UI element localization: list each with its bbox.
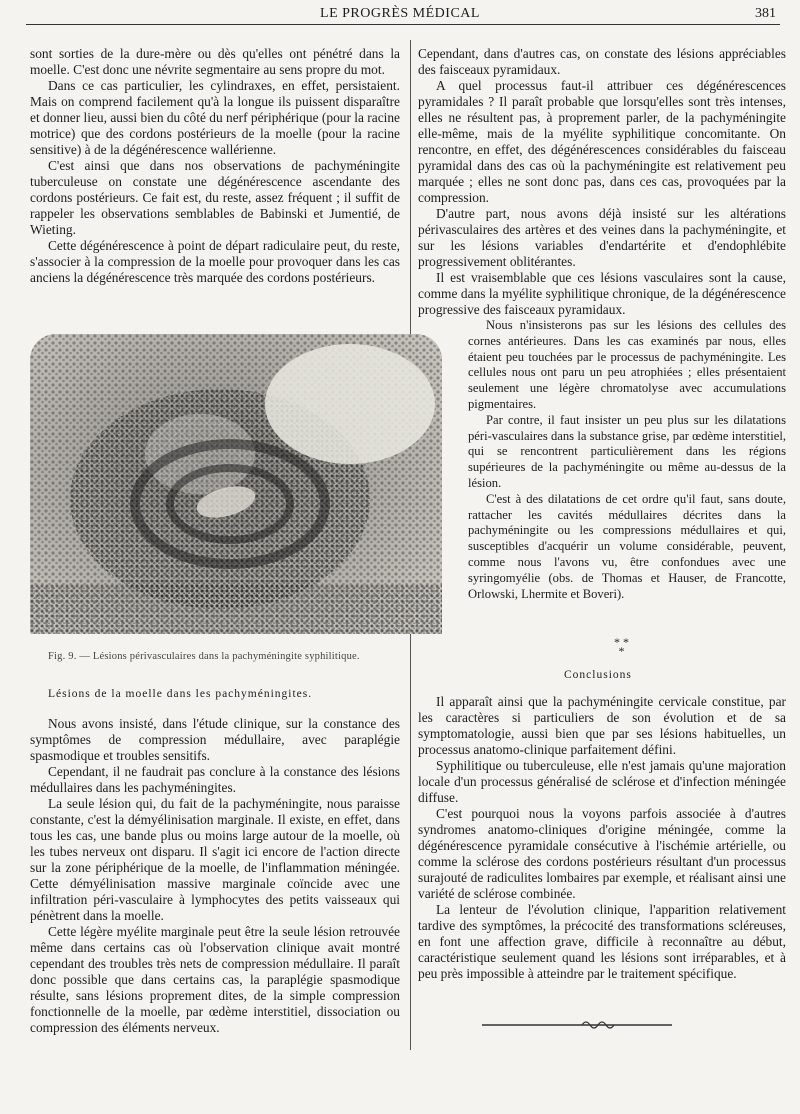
header-rule	[26, 24, 780, 25]
section-separator-stars	[614, 635, 629, 658]
right-column-bottom	[418, 694, 786, 982]
end-ornament	[482, 1016, 672, 1037]
paragraph: C'est ainsi que dans nos observations de pachyméningite tuberculeuse on constate une dégénérescence ascendante des cordons postérieurs. Ce fait est, du reste, assez fréquent ; il suffit de rappeler les observations semblables de Babinski et Jumentié, de Wieting.	[30, 158, 400, 237]
micrograph-figure	[30, 334, 442, 634]
paragraph: Cette dégénérescence à point de départ radiculaire peut, du reste, s'associer à la compression de la moelle pour provoquer dans les cas anciens la dégénérescence très marquée des cordons postérieurs.	[30, 238, 400, 285]
end-ornament-line	[482, 1016, 672, 1032]
paragraph: D'autre part, nous avons déjà insisté sur les altérations périvasculaires des artères et des veines dans la pachyméningite, et sur les lésions variables d'endartérite et d'endophlébite progressivement oblitérantes.	[418, 206, 786, 269]
left-column-top	[30, 46, 400, 286]
paragraph: Nous avons insisté, dans l'étude clinique, sur la constance des symptômes de compression médullaire, avec paraplégie spasmodique et troubles sensitifs.	[30, 716, 400, 763]
paragraph: Nous n'insisterons pas sur les lésions des cellules des cornes antérieures. Dans les cas examinés par nous, elles étaient peu touchées par le processus de pachyméningite. Les cellules nous ont paru un peu atrophiées ; elles présentaient seulement une légère chromatolyse avec accumulations pigmentaires.	[468, 318, 786, 411]
paragraph: A quel processus faut-il attribuer ces dégénérescences pyramidales ? Il paraît probable que lorsqu'elles sont très intenses, elles ne résultent pas, à proprement parler, de la pachyméningite elle-même, mais de la myélite syphilitique concomitante. On rencontre, en effet, des dégénérescences considérables du faisceau pyramidal dans des cas où la pachyméningite est relativement peu marquée ; elles ne sont donc pas, dans ces cas, provoquées par la compression.	[418, 78, 786, 205]
right-column-middle	[468, 318, 786, 602]
section-heading: Lésions de la moelle dans les pachyméningites.	[48, 688, 313, 700]
left-column-bottom	[30, 716, 400, 1036]
paragraph: La lenteur de l'évolution clinique, l'apparition relativement tardive des symptômes, la précocité des transformations scléreuses, en font une affection grave, difficile à reconnaître au début, caractéristique seulement quand les lésions sont irréparables, et à peu près impossible à atteindre par le traitement spécifique.	[418, 902, 786, 981]
paragraph: Cependant, dans d'autres cas, on constate des lésions appréciables des faisceaux pyramidaux.	[418, 46, 786, 77]
paragraph: Dans ce cas particulier, les cylindraxes, en effet, persistaient. Mais on comprend facilement qu'à la longue ils puissent disparaître et donner lieu, aussi bien du côté du nerf périphérique (pour la racine motrice) que des cordons postérieurs de la moelle (pour la racine sensitive) à de la dégénérescence wallérienne.	[30, 78, 400, 157]
paragraph: Il est vraisemblable que ces lésions vasculaires sont la cause, comme dans la myélite syphilitique chronique, de la dégénérescence progressive des faisceaux pyramidaux.	[418, 270, 786, 317]
paragraph: sont sorties de la dure-mère ou dès qu'elles ont pénétré dans la moelle. C'est donc une névrite segmentaire au sens propre du mot.	[30, 46, 400, 77]
paragraph: Cette légère myélite marginale peut être la seule lésion retrouvée même dans certains cas où l'observation clinique avait montré cependant des troubles très nets de compression médullaire. Il paraît donc possible que dans certains cas, la paraplégie spasmodique résulte, sans lésions proprement dites, de la simple compression fonctionnelle de la moelle, par œdème interstitiel, dissociation ou compression des éléments nerveux.	[30, 924, 400, 1035]
stars-text: * * *	[614, 635, 629, 658]
paragraph: Cependant, il ne faudrait pas conclure à la constance des lésions médullaires dans les pachyméningites.	[30, 764, 400, 795]
conclusions-heading: Conclusions	[564, 669, 632, 681]
paragraph: C'est à des dilatations de cet ordre qu'il faut, sans doute, rattacher les cavités médullaires décrites dans la pachyméningite ou les compressions médullaires et qui, susceptibles d'acquérir un volume considérable, peuvent, comme nous l'avons vu, être confondues avec une syringomyélie (obs. de Thomas et Hauser, de Francotte, Orlowski, Lhermite et Boveri).	[468, 491, 786, 601]
figure-caption: Fig. 9. — Lésions périvasculaires dans la pachyméningite syphilitique.	[48, 651, 360, 662]
paragraph: La seule lésion qui, du fait de la pachyméningite, nous paraisse constante, c'est la démyélinisation marginale. Il existe, en effet, dans tous les cas, une bande plus ou moins large autour de la moelle, où les tubes nerveux ont disparu. Il s'agit ici encore de l'action directe sur la zone périphérique de la moelle, de l'inflammation méningée. Cette démyélinisation massive marginale coïncide avec une infiltration péri-vasculaire à lymphocytes des petits vaisseaux qui pénètrent dans la moelle.	[30, 796, 400, 923]
running-title: LE PROGRÈS MÉDICAL	[320, 6, 480, 21]
paragraph: Il apparaît ainsi que la pachyméningite cervicale constitue, par les caractères si particuliers de son évolution et de sa symptomatologie, aussi bien que par ses lésions habituelles, un processus anatomo-clinique parfaitement défini.	[418, 694, 786, 757]
page-number: 381	[755, 6, 776, 21]
right-column-top	[418, 46, 786, 318]
paragraph: Par contre, il faut insister un peu plus sur les dilatations péri-vasculaires dans la substance grise, par œdème interstitiel, qui se rencontrent particulièrement dans les régions supérieures de la pachyméningite ou même au-dessus de la lésion.	[468, 412, 786, 490]
micrograph-image	[30, 334, 442, 634]
paragraph: C'est pourquoi nous la voyons parfois associée à d'autres syndromes anatomo-cliniques d'origine méningée, comme la dégénérescence pyramidale consécutive à l'ischémie artérielle, ou comme la sclérose des cordons postérieurs résultant d'un processus surajouté de radiculites lombaires par exemple, et réalisant ainsi une variété de sclérose combinée.	[418, 806, 786, 901]
paragraph: Syphilitique ou tuberculeuse, elle n'est jamais qu'une majoration locale d'un processus généralisé de sclérose et d'infection méningée diffuse.	[418, 758, 786, 805]
